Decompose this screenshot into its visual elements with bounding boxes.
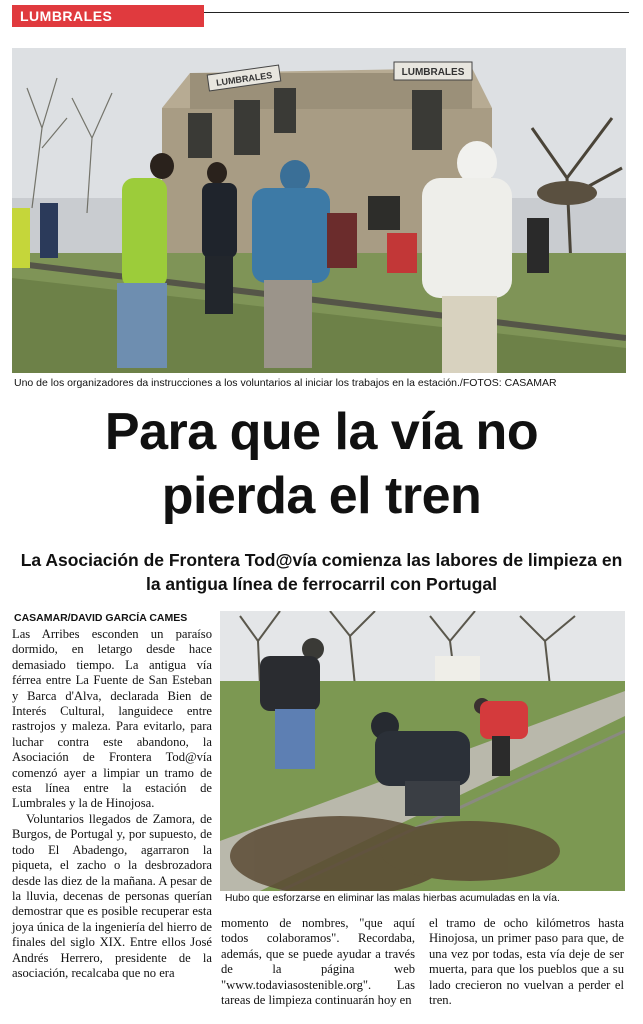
top-rule	[204, 12, 629, 13]
section-tag: LUMBRALES	[12, 5, 204, 27]
station-sign-left: LUMBRALES	[215, 70, 273, 88]
byline: CASAMAR/DAVID GARCÍA CAMES	[14, 612, 188, 624]
body-column-2	[221, 916, 415, 1008]
body-column-1	[12, 627, 212, 981]
photo-volunteers-clearing	[220, 611, 625, 891]
photo-1-caption: Uno de los organizadores da instrucciones a los voluntarios al iniciar los trabajos en la estación./FOTOS: CASAMAR	[14, 377, 557, 389]
body-paragraph-1: Las Arribes esconden un paraíso dormido, en letargo desde hace demasiado tiempo. La antigua vía férrea entre La Fuente de San Esteban y Barca d'Alva, declarada Bien de Interés Cultural, languidece entre rastrojos y maleza. Para evitarlo, para luchar contra este abandono, la Asociación de Frontera Tod@vía comenzó ayer a limpiar un tramo de esta línea entre la estación de Lumbrales y la de Hinojosa.	[12, 627, 212, 811]
body-paragraph-3: momento de nombres, "que aquí todos colaboramos". Recordaba, además, que se puede ayudar a través de la página web "www.todaviasostenible.org". Las tareas de limpieza continuarán hoy en	[221, 916, 415, 1008]
headline-line-1: Para que la vía no	[104, 403, 539, 461]
subtitle: La Asociación de Frontera Tod@vía comienza las labores de limpieza en la antigua línea de ferrocarril con Portugal	[20, 550, 623, 594]
headline-line-2: pierda el tren	[161, 467, 482, 525]
body-paragraph-4: el tramo de ocho kilómetros hasta Hinojosa, un primer paso para que, de una vez por todas, esta vía deje de ser muerta, para que los pueblos que a su lado crecieron no vuelvan a perder el tren.	[429, 916, 624, 1008]
photo-station-volunteers	[12, 48, 626, 373]
photo-2-caption: Hubo que esforzarse en eliminar las malas hierbas acumuladas en la vía.	[225, 893, 560, 904]
body-column-3	[429, 916, 624, 1008]
body-paragraph-2: Voluntarios llegados de Zamora, de Burgos, de Portugal y, por supuesto, de todo El Abadengo, agarraron la piqueta, el zacho o la desbrozadora desde las diez de la mañana. A pesar de la lluvia, decenas de personas querían demostrar que es posible recuperar esta joya única de la ingeniería del hierro de finales del siglo XIX. Entre ellos José Andrés Herrero, presidente de la asociación, recalcaba que no era	[12, 811, 212, 980]
station-sign-right: LUMBRALES	[401, 67, 465, 78]
